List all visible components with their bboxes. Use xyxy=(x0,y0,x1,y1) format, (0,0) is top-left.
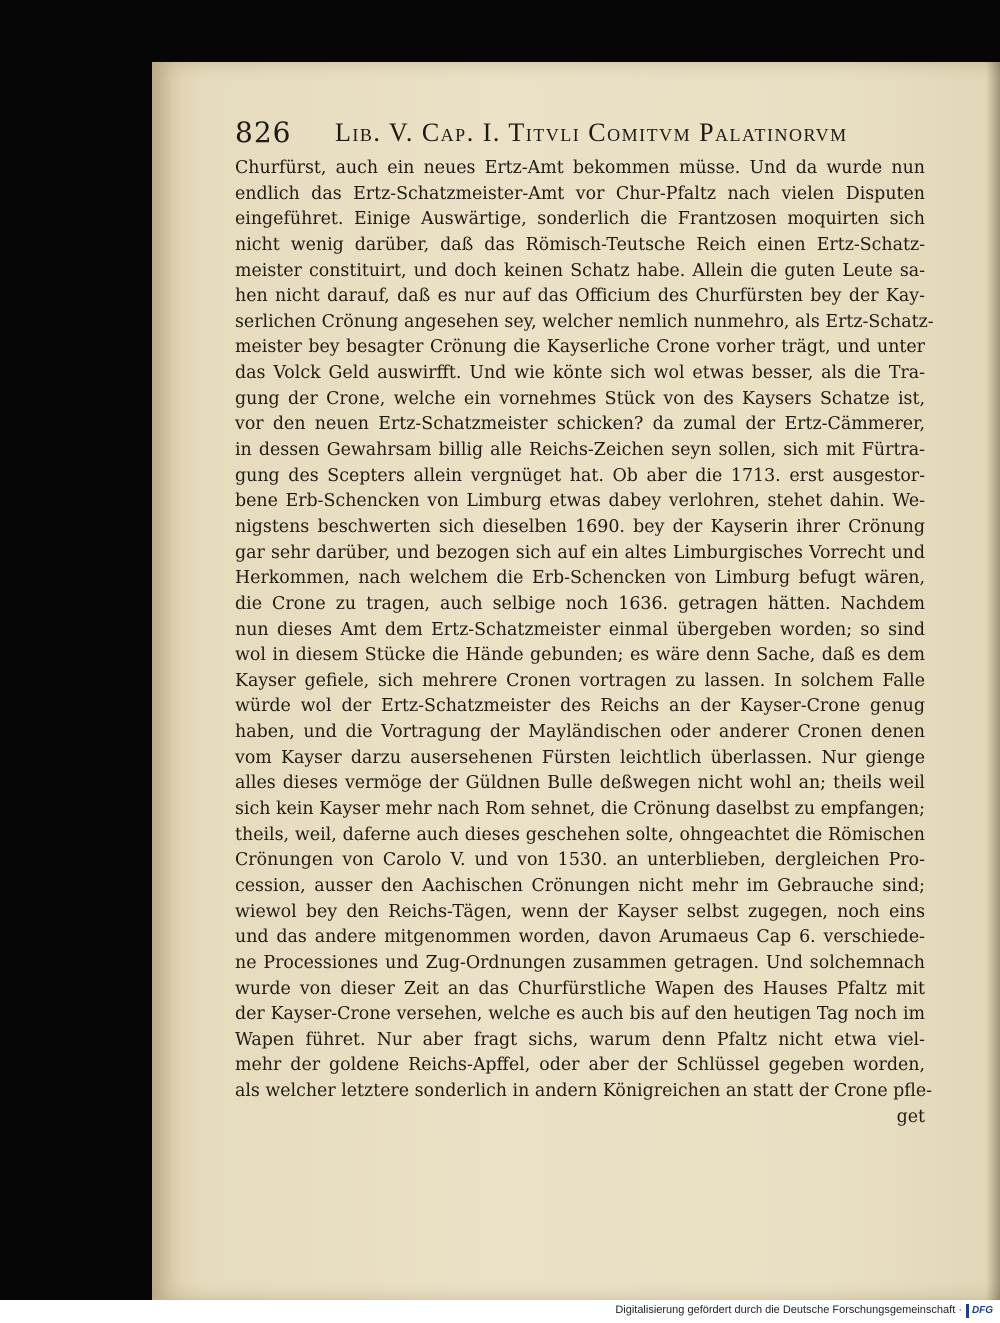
text-line: hen nicht darauf, daß es nur auf das Officium des Churfürsten bey der Kay- xyxy=(235,286,925,307)
text-line: bene Erb-Schencken von Limburg etwas dabey verlohren, stehet dahin. We- xyxy=(235,491,925,512)
text-line: gung der Crone, welche ein vornehmes Stück von des Kaysers Schatze ist, xyxy=(235,388,925,409)
text-line: nun dieses Amt dem Ertz-Schatzmeister einmal übergeben worden; so sind xyxy=(235,619,925,640)
body-text xyxy=(235,156,934,1130)
page-header xyxy=(235,116,895,156)
text-line: Churfürst, auch ein neues Ertz-Amt bekommen müsse. Und da wurde nun xyxy=(235,158,925,178)
book-page xyxy=(152,62,1000,1300)
text-line: meister bey besagter Crönung die Kayserliche Crone vorher trägt, und unter xyxy=(235,337,925,358)
text-line: Kayser gefiele, sich mehrere Cronen vortragen zu lassen. In solchem Falle xyxy=(235,670,925,691)
text-line: würde wol der Ertz-Schatzmeister des Reichs an der Kayser-Crone genug xyxy=(235,696,925,717)
text-line: als welcher letztere sonderlich in andern Königreichen an statt der Crone pfle- xyxy=(235,1081,933,1102)
text-line: ne Processiones und Zug-Ordnungen zusammen getragen. Und solchemnach xyxy=(235,952,925,973)
text-line: Wapen führet. Nur aber fragt sichs, warum denn Pfaltz nicht etwa viel- xyxy=(235,1029,925,1050)
text-line: gar sehr darüber, und bezogen sich auf ein altes Limburgisches Vorrecht und xyxy=(235,542,925,563)
text-line: eingeführet. Einige Auswärtige, sonderlich die Frantzosen moquirten sich xyxy=(235,209,925,230)
catchword: get xyxy=(896,1106,925,1127)
text-line: mehr der goldene Reichs-Apffel, oder aber der Schlüssel gegeben worden, xyxy=(235,1055,925,1076)
text-line: das Volck Geld auswirfft. Und wie könte sich wol etwas besser, als die Tra- xyxy=(235,363,925,384)
text-line: meister constituirt, und doch keinen Schatz habe. Allein die guten Leute sa- xyxy=(235,260,925,281)
text-line: der Kayser-Crone versehen, welche es auch bis auf den heutigen Tag noch im xyxy=(235,1004,925,1025)
page-number: 826 xyxy=(235,116,292,149)
text-line: nigstens beschwerten sich dieselben 1690. bey der Kayserin ihrer Crönung xyxy=(235,516,925,537)
text-line: wiewol bey den Reichs-Tägen, wenn der Kayser selbst zugegen, noch eins xyxy=(235,901,925,922)
text-line: sich kein Kayser mehr nach Rom sehnet, die Crönung daselbst zu empfangen; xyxy=(235,799,925,820)
text-line: haben, und die Vortragung der Mayländischen oder anderer Cronen denen xyxy=(235,722,925,743)
text-line: wol in diesem Stücke die Hände gebunden; es wäre denn Sache, daß es dem xyxy=(235,645,925,666)
text-line: die Crone zu tragen, auch selbige noch 1636. getragen hätten. Nachdem xyxy=(235,593,925,614)
footer-bar xyxy=(0,1300,1000,1323)
text-line: cession, ausser den Aachischen Crönungen nicht mehr im Gebrauche sind; xyxy=(235,875,925,896)
text-line: alles dieses vermöge der Güldnen Bulle deßwegen nicht wohl an; theils weil xyxy=(235,773,925,794)
running-title: Lib. V. Cap. I. Titvli Comitvm Palatinorvm xyxy=(335,118,848,147)
funding-credit: Digitalisierung gefördert durch die Deutsche Forschungsgemeinschaft · xyxy=(615,1304,962,1316)
text-line: endlich das Ertz-Schatzmeister-Amt vor Chur-Pfaltz nach vielen Disputen xyxy=(235,183,925,204)
text-line: vor den neuen Ertz-Schatzmeister schicken? da zumal der Ertz-Cämmerer, xyxy=(235,414,925,435)
text-line: und das andere mitgenommen worden, davon Arumaeus Cap 6. verschiede- xyxy=(235,927,925,948)
dfg-logo-icon: DFG xyxy=(966,1304,996,1318)
text-line: serlichen Crönung angesehen sey, welcher nemlich nunmehro, als Ertz-Schatz- xyxy=(235,311,934,332)
text-line: Herkommen, nach welchem die Erb-Schencken von Limburg befugt wären, xyxy=(235,568,925,589)
text-line: wurde von dieser Zeit an das Churfürstliche Wapen des Hauses Pfaltz mit xyxy=(235,978,925,999)
text-line: Crönungen von Carolo V. und von 1530. an unterblieben, dergleichen Pro- xyxy=(235,850,925,871)
text-line: theils, weil, daferne auch dieses geschehen solte, ohngeachtet die Römischen xyxy=(235,824,925,845)
text-line: in dessen Gewahrsam billig alle Reichs-Zeichen seyn sollen, sich mit Fürtra- xyxy=(235,440,925,461)
text-line: nicht wenig darüber, daß das Römisch-Teutsche Reich einen Ertz-Schatz- xyxy=(235,234,925,255)
text-line: vom Kayser darzu ausersehenen Fürsten leichtlich überlassen. Nur gienge xyxy=(235,747,925,768)
text-line: gung des Scepters allein vergnüget hat. Ob aber die 1713. erst ausgestor- xyxy=(235,465,925,486)
